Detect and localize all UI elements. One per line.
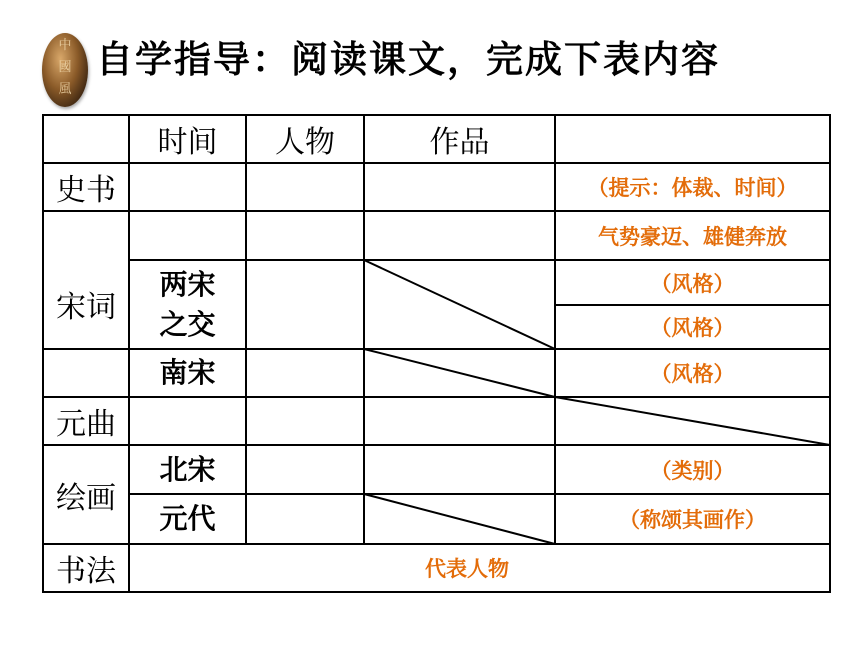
- slide-title: 自学指导：阅读课文，完成下表内容: [96, 38, 720, 81]
- diag-yuandai: [364, 494, 555, 544]
- subrow-yuandai: 元代: [159, 502, 216, 535]
- header-person: 人物: [275, 125, 335, 160]
- diag-nansong: [364, 349, 555, 397]
- subrow-liangsong-line2: 之交: [159, 307, 216, 341]
- diag-yuanqu: [555, 397, 830, 445]
- header-work: 作品: [429, 125, 490, 160]
- diag-liangsong: [364, 260, 555, 349]
- hint-shufa: 代表人物: [425, 556, 509, 581]
- hint-liangsong-a: （风格）: [650, 270, 735, 296]
- row-label-yuanqu: 元曲: [56, 407, 116, 442]
- row-label-songci: 宋词: [56, 290, 116, 325]
- hint-nansong: （风格）: [650, 361, 735, 386]
- hint-liangsong-b: （风格）: [650, 315, 735, 340]
- subrow-beisong: 北宋: [159, 452, 216, 486]
- header-time: 时间: [157, 125, 218, 160]
- hint-yuandai: （称颂其画作）: [619, 507, 766, 532]
- subrow-nansong: 南宋: [159, 356, 216, 389]
- logo-glyph-2: 國: [58, 60, 72, 75]
- hint-shishu: （提示：体裁、时间）: [587, 175, 798, 200]
- row-label-huihua: 绘画: [56, 480, 116, 516]
- hint-beisong: （类别）: [650, 457, 735, 483]
- subrow-liangsong: [129, 260, 246, 349]
- logo-glyph-1: 中: [58, 38, 72, 53]
- row-label-shufa: 书法: [56, 554, 116, 589]
- row-label-shishu: 史书: [56, 173, 116, 208]
- logo-glyph-3: 風: [58, 82, 72, 97]
- subrow-liangsong-line1: 两宋: [159, 267, 216, 301]
- hint-songci-top: 气势豪迈、雄健奔放: [598, 223, 787, 249]
